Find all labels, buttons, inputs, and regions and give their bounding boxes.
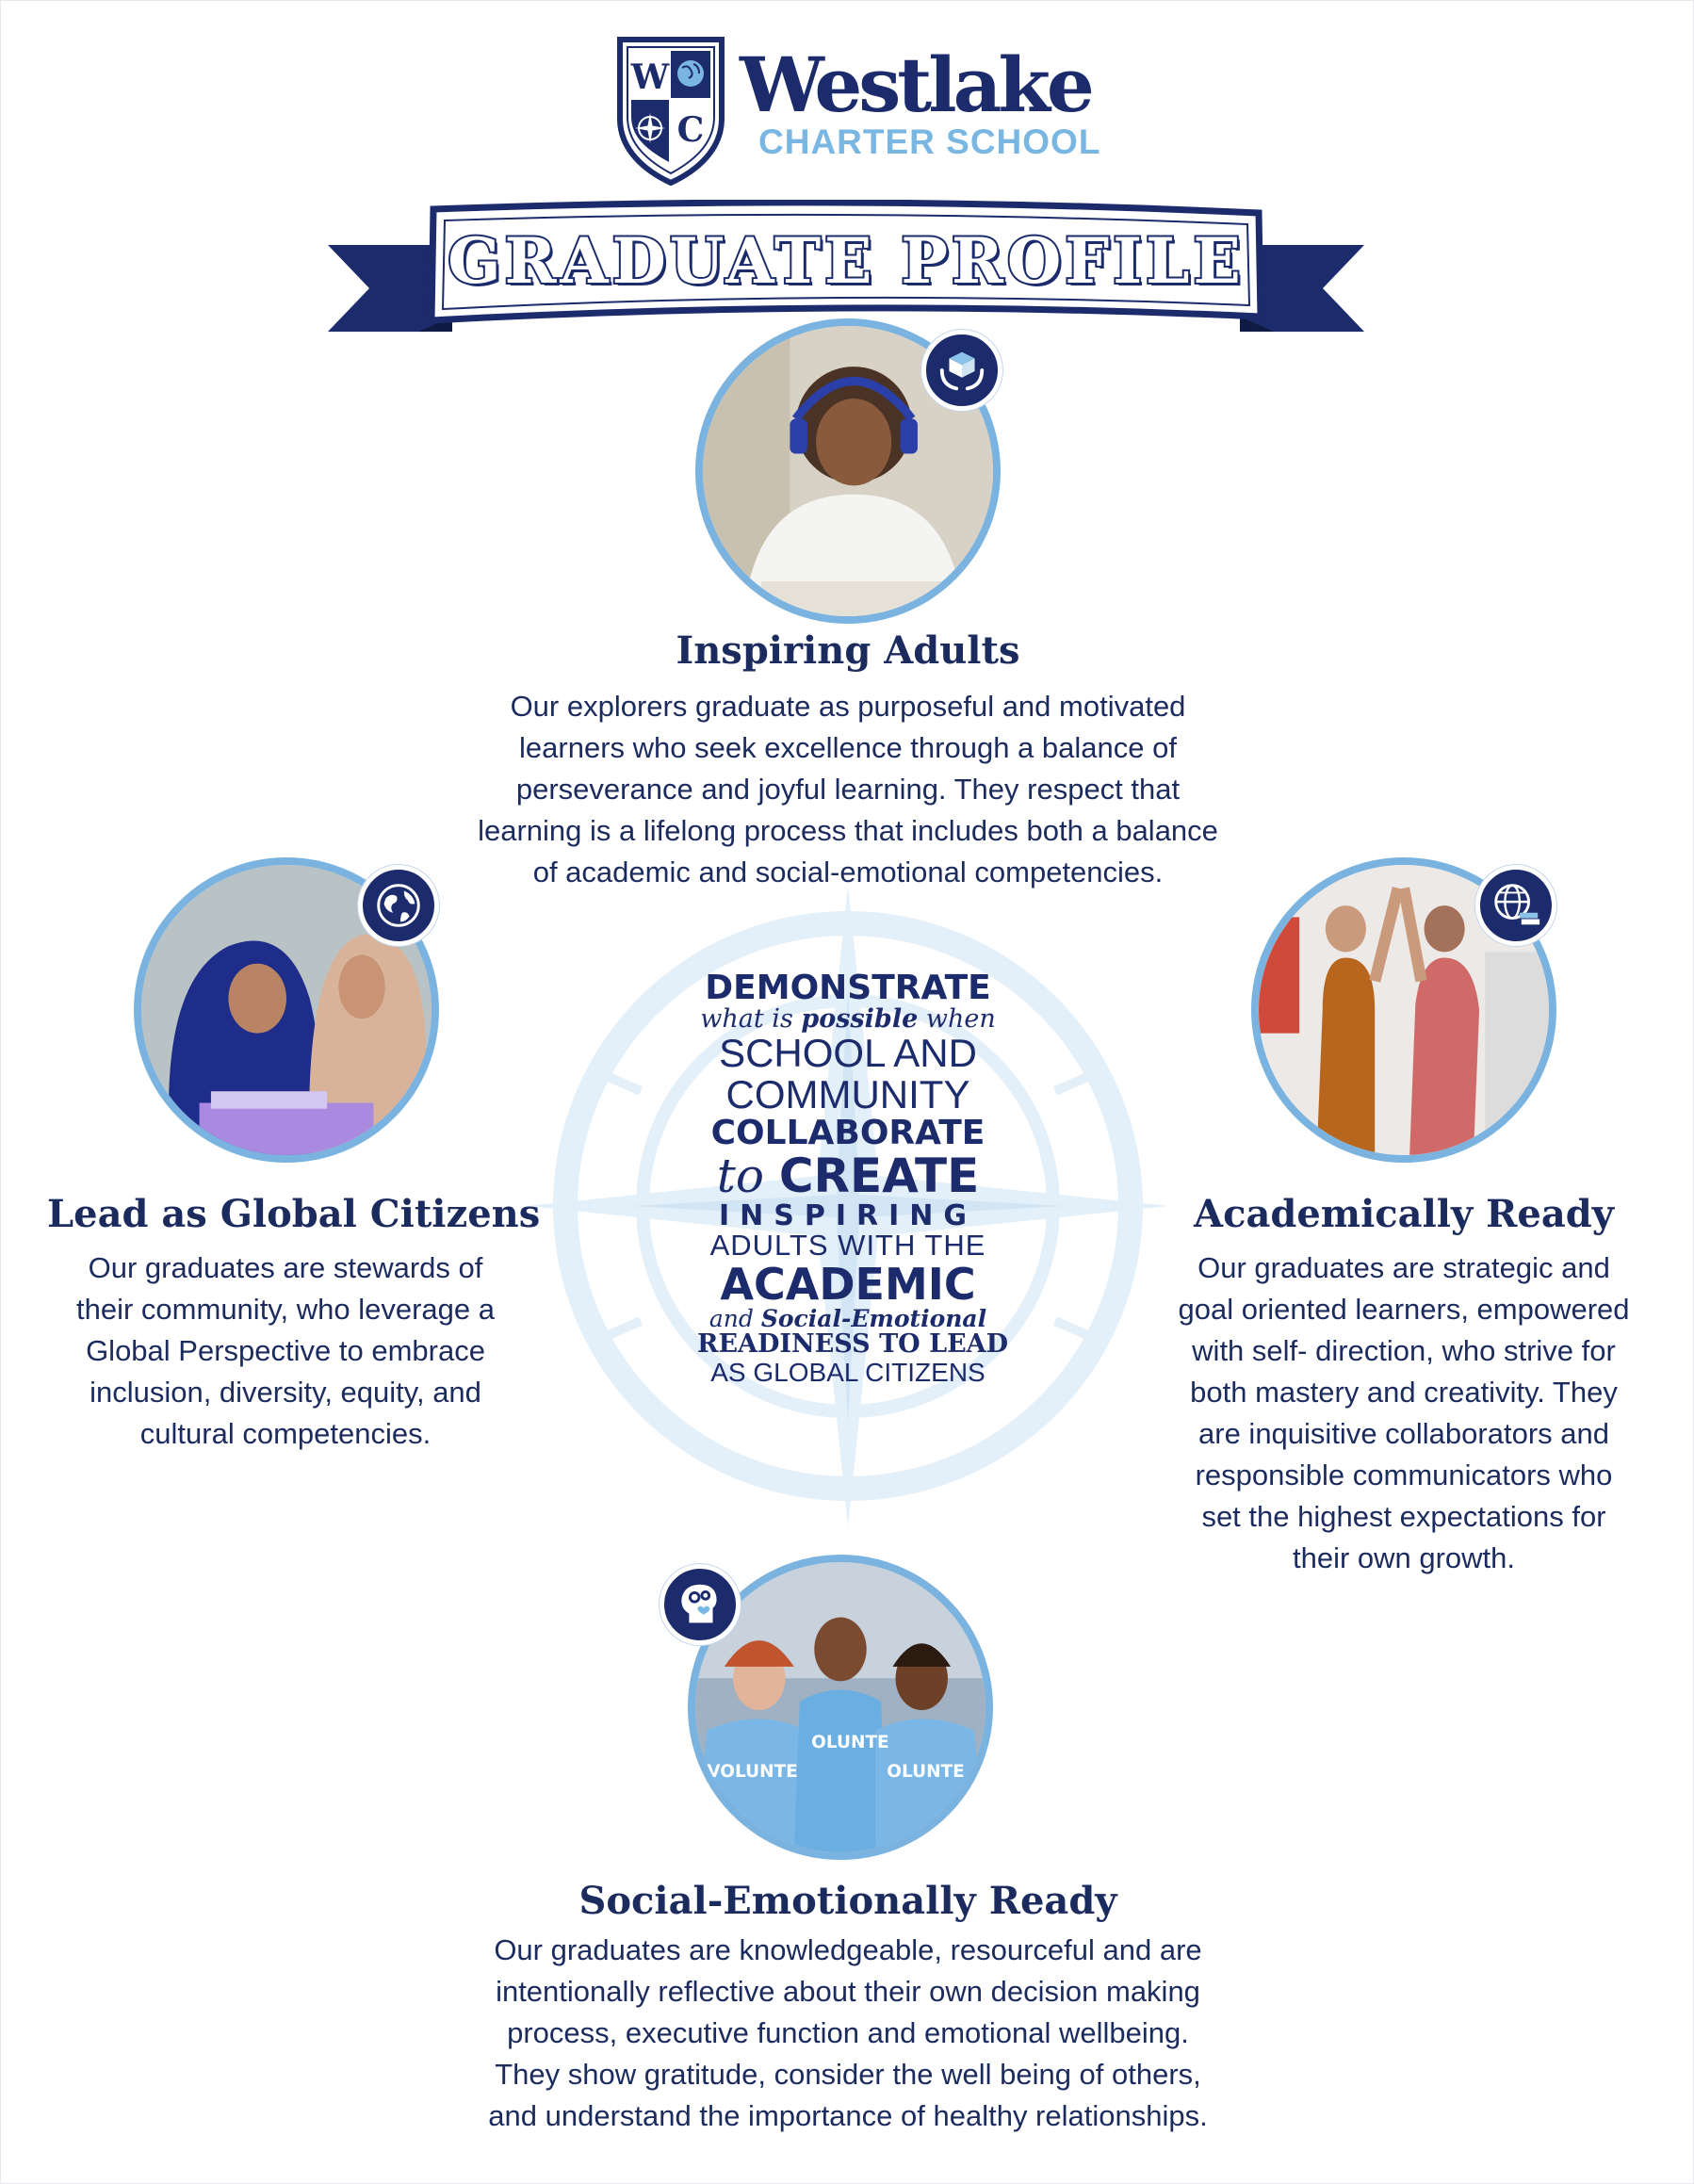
text-line: with self- direction, who strive for — [1192, 1334, 1616, 1367]
heading-academically-ready: Academically Ready — [1194, 1192, 1614, 1236]
hands-cube-icon — [935, 343, 989, 398]
mission-text: and — [709, 1304, 761, 1332]
head-gears-heart-icon — [673, 1577, 727, 1632]
mission-text: to — [716, 1149, 779, 1204]
text-line: their community, who leverage a — [76, 1293, 495, 1326]
text-academically-ready — [1149, 1247, 1658, 1579]
mission-line-social-emotional — [697, 1304, 999, 1332]
mission-line-collaborate: COLLABORATE — [710, 1114, 985, 1153]
text-line: their own growth. — [1292, 1541, 1516, 1574]
brand-subtitle: CHARTER SCHOOL — [758, 122, 1101, 161]
social-badge — [660, 1564, 741, 1645]
mission-line-demonstrate: DEMONSTRATE — [705, 969, 991, 1007]
mission-line-school: SCHOOL AND — [719, 1031, 977, 1076]
mission-text-bold: possible — [801, 1003, 919, 1034]
school-logo — [614, 36, 1104, 191]
text-line: are inquisitive collaborators and — [1198, 1417, 1609, 1450]
mission-text: what is — [700, 1003, 802, 1034]
web-books-icon — [1489, 878, 1543, 933]
logo-letter-c: C — [676, 110, 705, 150]
text-line: Global Perspective to embrace — [86, 1334, 485, 1367]
mission-line-citizens: AS GLOBAL CITIZENS — [710, 1357, 985, 1387]
global-badge — [358, 865, 439, 946]
mission-line-community: COMMUNITY — [725, 1072, 970, 1117]
text-line: They show gratitude, consider the well being of others, — [495, 2058, 1201, 2091]
text-inspiring-adults — [367, 686, 1328, 893]
heading-global-citizens: Lead as Global Citizens — [47, 1192, 541, 1236]
text-line: set the highest expectations for — [1201, 1500, 1606, 1533]
mission-text-bold: CREATE — [778, 1149, 980, 1204]
brand — [740, 41, 1101, 161]
shirt-text-left: VOLUNTE — [707, 1761, 798, 1782]
text-line: responsible communicators who — [1195, 1459, 1613, 1491]
page-title: GRADUATE PROFILE — [448, 224, 1245, 298]
mission-line-inspiring: INSPIRING — [718, 1198, 978, 1232]
mission-line-create — [697, 1149, 999, 1204]
text-line: intentionally reflective about their own decision making — [496, 1975, 1200, 2008]
mission-line-readiness: READINESS TO LEAD — [697, 1329, 1009, 1360]
mission-text: when — [918, 1003, 996, 1034]
shirt-text-right: OLUNTE — [887, 1761, 965, 1782]
text-social-emotionally-ready — [367, 1930, 1328, 2137]
text-line: both mastery and creativity. They — [1190, 1376, 1618, 1409]
text-line: Our graduates are stewards of — [88, 1251, 483, 1284]
text-line: inclusion, diversity, equity, and — [90, 1376, 481, 1409]
text-line: Our graduates are knowledgeable, resourceful and are — [494, 1933, 1202, 1966]
heading-inspiring-adults: Inspiring Adults — [676, 628, 1020, 673]
shirt-text-center: OLUNTE — [811, 1733, 889, 1753]
text-line: process, executive function and emotional wellbeing. — [507, 2016, 1189, 2049]
mission-text-bold: Social-Emotional — [760, 1304, 987, 1332]
shield-crest-icon — [614, 36, 727, 187]
globe-icon — [371, 878, 426, 933]
mission-line-possible — [697, 1003, 999, 1034]
mission-statement — [697, 969, 1009, 1387]
text-line: cultural competencies. — [139, 1417, 432, 1450]
mission-line-adults: ADULTS WITH THE — [709, 1229, 986, 1263]
mission-line-academic: ACADEMIC — [720, 1258, 976, 1310]
text-line: and understand the importance of healthy relationships. — [488, 2099, 1208, 2132]
academic-badge — [1475, 865, 1556, 946]
inspiring-badge — [921, 330, 1002, 411]
text-line: perseverance and joyful learning. They respect that — [515, 773, 1181, 806]
text-line: learners who seek excellence through a balance of — [519, 731, 1177, 764]
text-line: Our graduates are strategic and — [1197, 1251, 1610, 1284]
text-line: of academic and social-emotional competencies. — [532, 856, 1164, 888]
text-global-citizens — [38, 1247, 533, 1455]
text-line: goal oriented learners, empowered — [1178, 1293, 1630, 1326]
text-line: learning is a lifelong process that includes both a balance — [478, 814, 1218, 847]
heading-social-emotionally-ready: Social-Emotionally Ready — [578, 1879, 1117, 1923]
text-line: Our explorers graduate as purposeful and motivated — [510, 690, 1186, 723]
logo-letter-w: W — [630, 57, 670, 97]
brand-name: Westlake — [740, 41, 1091, 129]
